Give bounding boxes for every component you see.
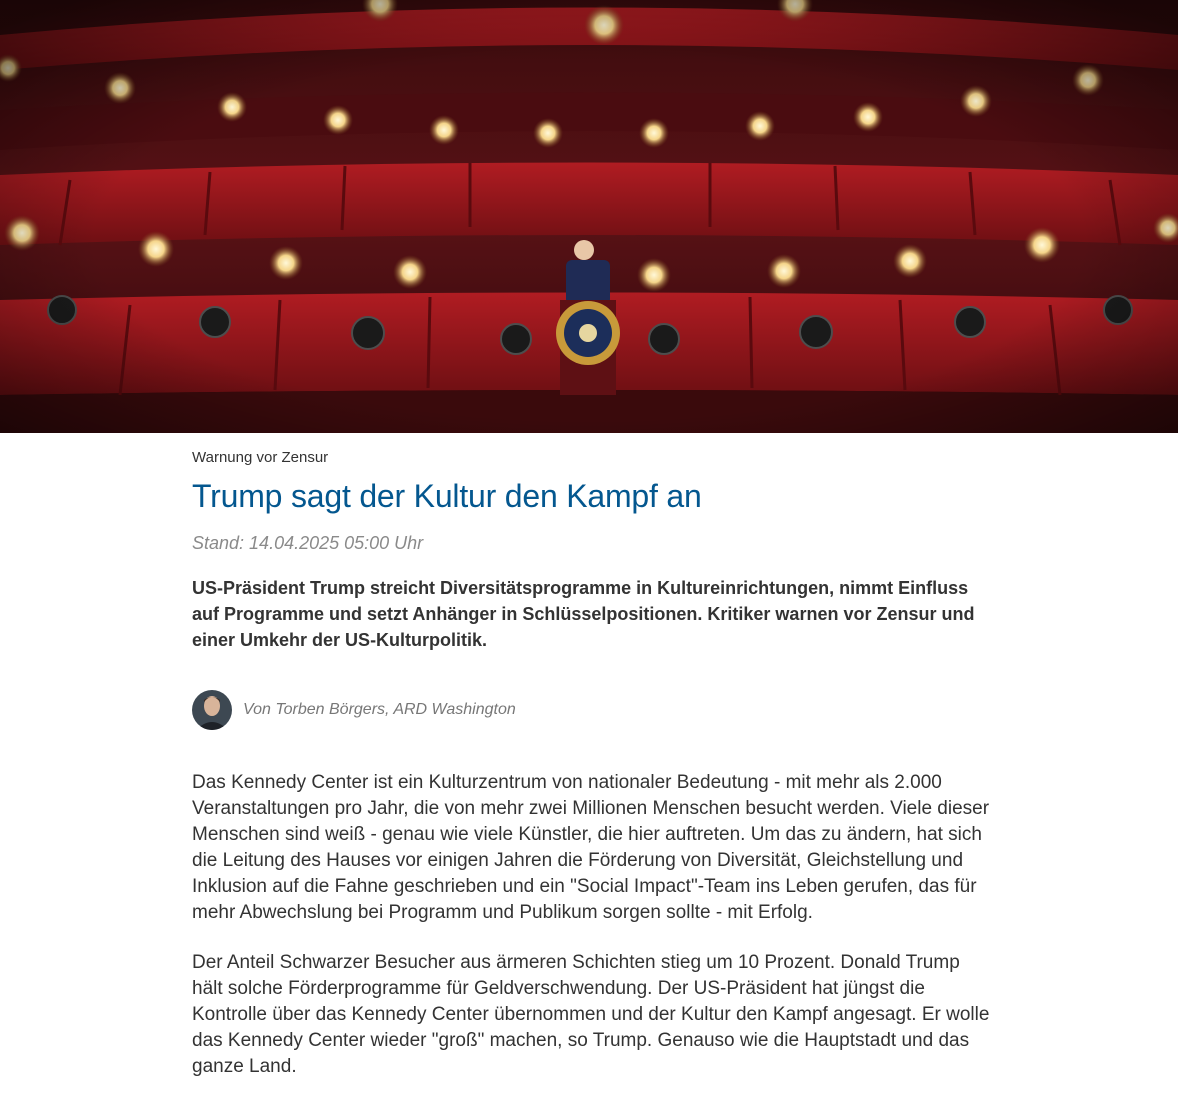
topline: Warnung vor Zensur bbox=[192, 449, 329, 466]
author-avatar bbox=[192, 690, 232, 730]
article bbox=[192, 433, 992, 1080]
lead-text: US-Präsident Trump streicht Diversitätsprogramme in Kultureinrichtungen, nimmt Einfluss auf Programme und setzt Anhänger in Schlüsselpositionen. Kritiker warnen vor Zensur und einer Umkehr der US-Kulturpolitik. bbox=[192, 578, 975, 650]
dateline: Stand: 14.04.2025 05:00 Uhr bbox=[192, 533, 424, 553]
body-paragraph: Das Kennedy Center ist ein Kulturzentrum von nationaler Bedeutung - mit mehr als 2.000 Veranstaltungen pro Jahr, die von mehr zwei Millionen Menschen besucht werden. Viele dieser Menschen sind weiß - genau wie viele Künstler, die hier auftreten. Um das zu ändern, hat sich die Leitung des Hauses vor einigen Jahren die Förderung von Diversität, Gleichstellung und Inklusion auf die Fahne geschrieben und ein "Social Impact"-Team ins Leben gerufen, das für mehr Abwechslung bei Programm und Publikum sorgen sollte - mit Erfolg. bbox=[192, 772, 990, 923]
headline: Trump sagt der Kultur den Kampf an bbox=[192, 478, 702, 514]
author-box bbox=[192, 690, 992, 730]
body-paragraph: Der Anteil Schwarzer Besucher aus ärmeren Schichten stieg um 10 Prozent. Donald Trump hält solche Förderprogramme für Geldverschwendung. Der US-Präsident hat jüngst die Kontrolle über das Kennedy Center übernommen und der Kultur den Kampf angesagt. Er wolle das Kennedy Center wieder "groß" machen, so Trump. Genauso wie die Hauptstadt und das ganze Land. bbox=[192, 952, 990, 1077]
hero-image bbox=[0, 0, 1178, 433]
author-byline: Von Torben Börgers, ARD Washington bbox=[243, 701, 516, 718]
